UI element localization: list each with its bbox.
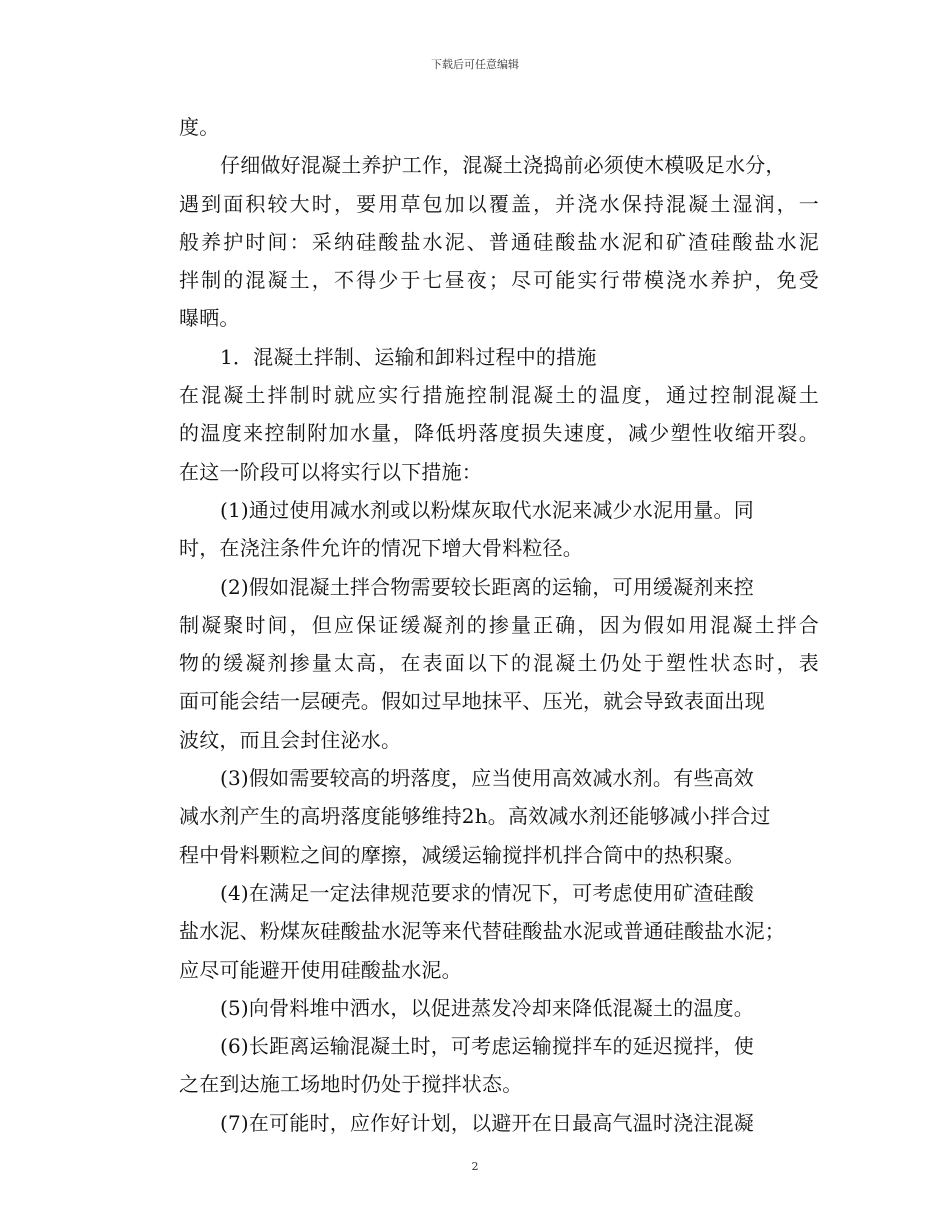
text-line: 应尽可能避开使用硅酸盐水泥。 [179,957,462,982]
text-line: 的温度来控制附加水量，降低坍落度损失速度，减少塑性收缩开裂。 [179,421,819,446]
text-line: 度。 [179,115,220,139]
list-item-start-line: (2)假如混凝土拌合物需要较长距离的运输，可用缓凝剂来控 [220,574,754,599]
text-line: 波纹，而且会封住泌水。 [179,727,402,752]
text-line: 减水剂产生的高坍落度能够维持2h。高效减水剂还能够减小拌合过 [179,804,771,829]
list-item-start-line: (3)假如需要较高的坍落度，应当使用高效减水剂。有些高效 [220,766,754,791]
text-line: 时，在浇注条件允许的情况下增大骨料粒径。 [179,536,583,561]
text-line: 拌制的混凝土，不得少于七昼夜；尽可能实行带模浇水养护，免受 [179,268,819,293]
text-line: 程中骨料颗粒之间的摩擦，减缓运输搅拌机拌合筒中的热积聚。 [179,842,745,867]
list-item-start-line: (5)向骨料堆中洒水，以促进蒸发冷却来降低混凝土的温度。 [220,995,754,1020]
page-header: 下载后可任意编辑 [431,58,519,71]
text-line: 之在到达施工场地时仍处于搅拌状态。 [179,1072,523,1097]
text-line: 物的缓凝剂掺量太高，在表面以下的混凝土仍处于塑性状态时，表 [179,651,819,676]
text-line: 盐水泥、粉煤灰硅酸盐水泥等来代替硅酸盐水泥或普通硅酸盐水泥； [179,919,785,944]
page-number: 2 [471,1160,479,1173]
text-line: 在这一阶段可以将实行以下措施： [179,459,482,484]
list-item-start-line: (1)通过使用减水剂或以粉煤灰取代水泥来减少水泥用量。同 [220,497,754,522]
list-item-start-line: (7)在可能时，应作好计划，以避开在日最高气温时浇注混凝 [220,1110,754,1135]
text-line: 曝晒。 [179,306,240,331]
list-item-start-line: (4)在满足一定法律规范要求的情况下，可考虑使用矿渣硅酸 [220,880,754,905]
text-line: 遇到面积较大时，要用草包加以覆盖，并浇水保持混凝土湿润，一 [179,191,819,216]
paragraph-start-line: 仔细做好混凝土养护工作，混凝土浇捣前必须使木模吸足水分， [220,153,786,178]
text-line: 面可能会结一层硬壳。假如过早地抹平、压光，就会导致表面出现 [179,689,765,714]
text-line: 在混凝土拌制时就应实行措施控制混凝土的温度，通过控制混凝土 [179,383,819,408]
document-body [179,108,819,1142]
section-heading: 1．混凝土拌制、运输和卸料过程中的措施 [220,344,597,369]
text-line: 般养护时间：采纳硅酸盐水泥、普通硅酸盐水泥和矿渣硅酸盐水泥 [179,229,819,254]
list-item-start-line: (6)长距离运输混凝土时，可考虑运输搅拌车的延迟搅拌，使 [220,1034,754,1059]
text-line: 制凝聚时间，但应保证缓凝剂的掺量正确，因为假如用混凝土拌合 [179,612,819,637]
